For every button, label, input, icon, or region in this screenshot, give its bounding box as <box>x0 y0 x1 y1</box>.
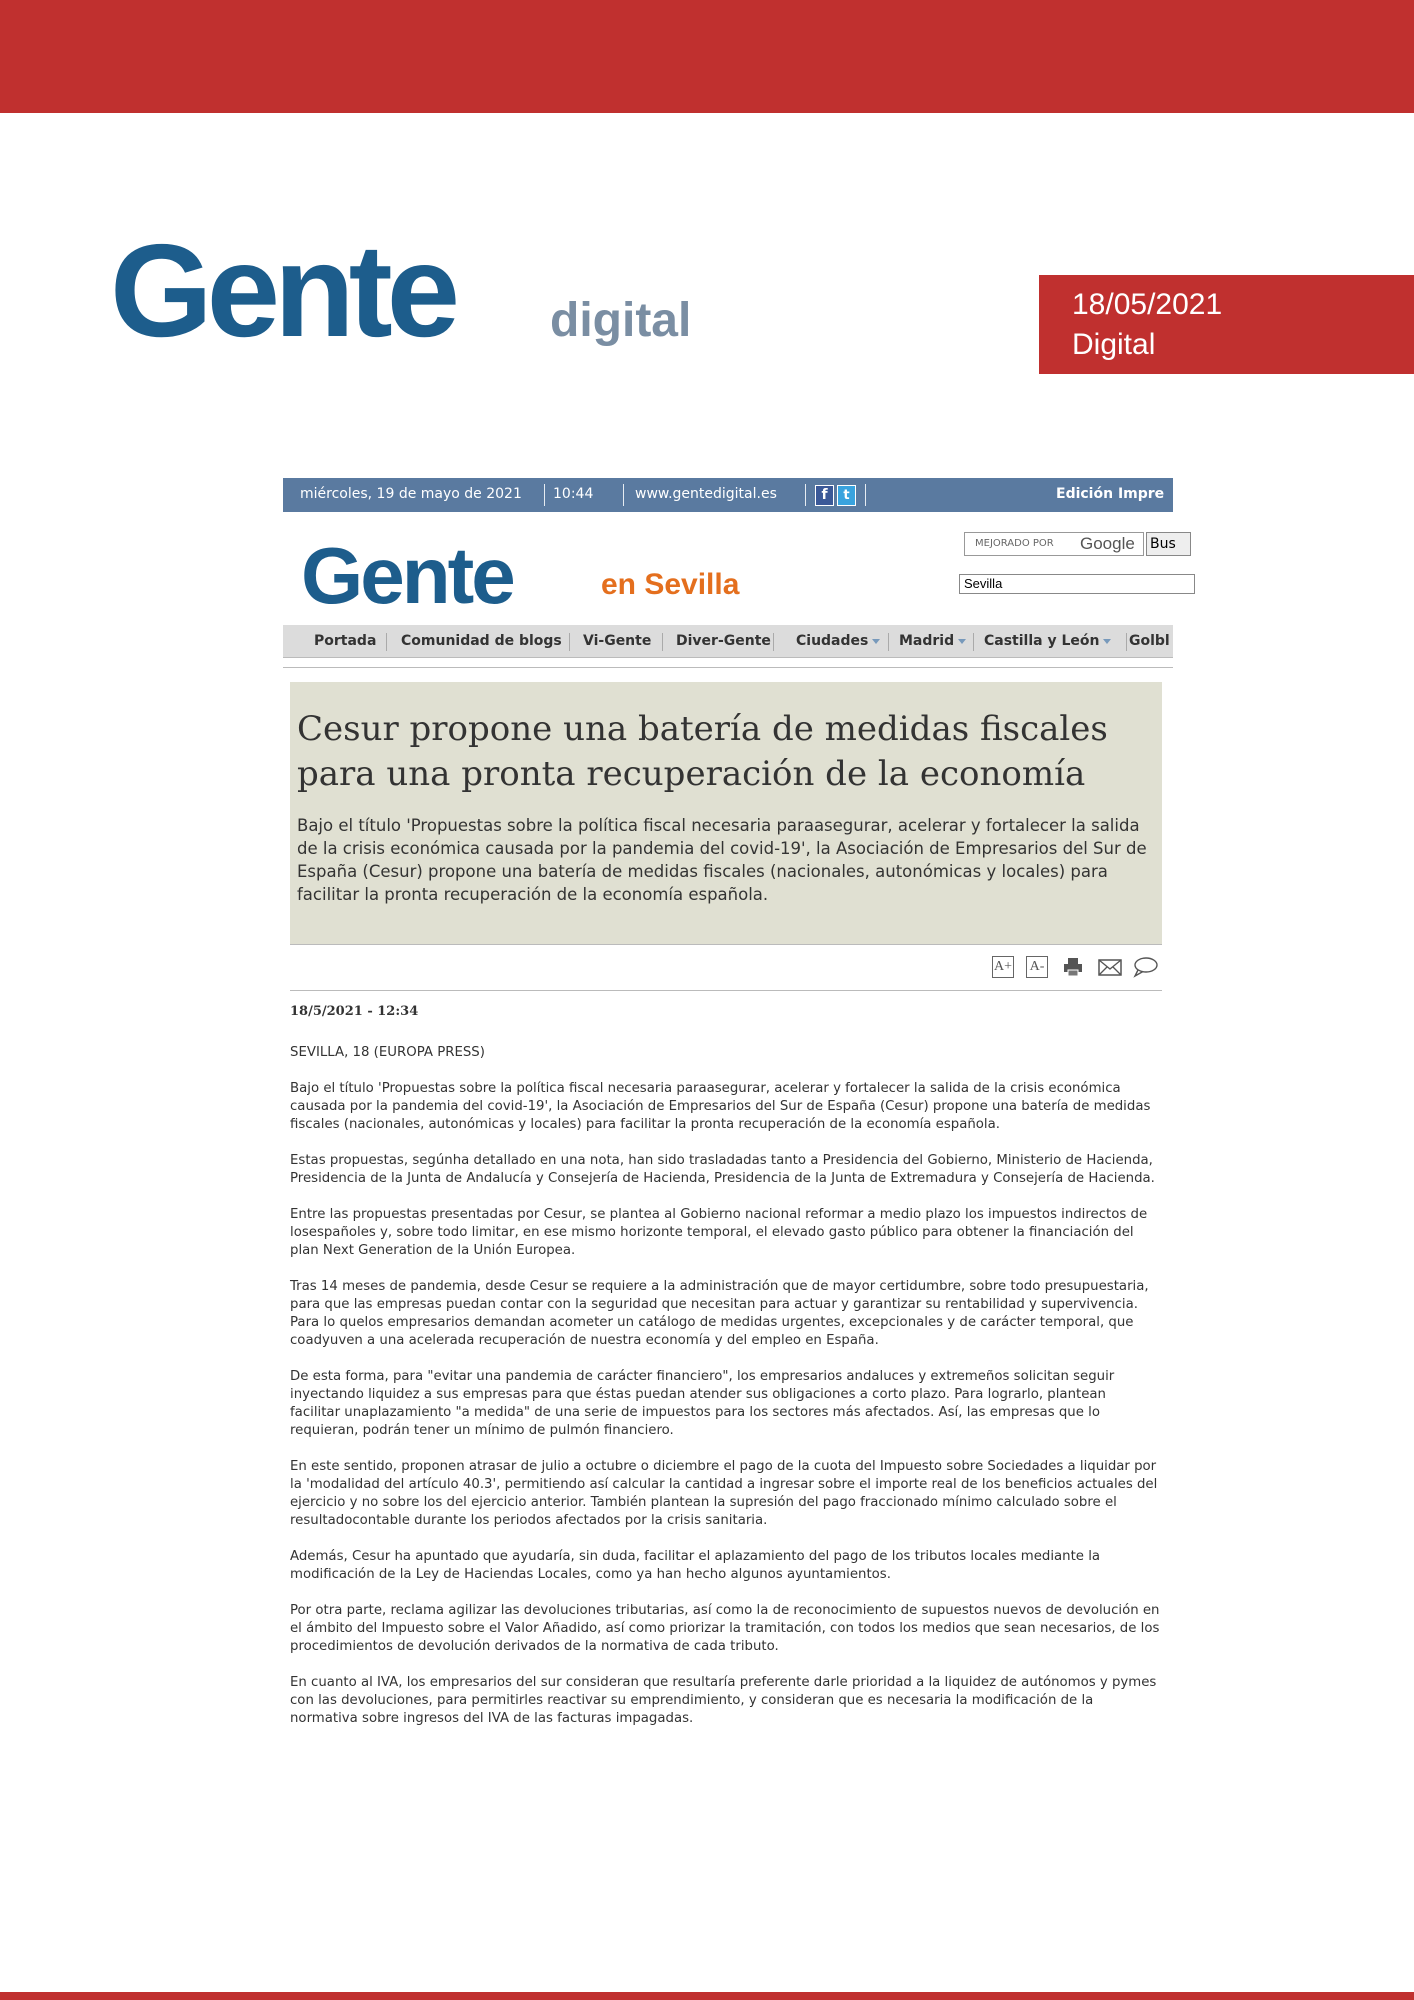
nav-label: Ciudades <box>796 633 869 649</box>
nav-divider <box>973 633 974 651</box>
brand-suffix: digital <box>550 294 692 347</box>
nav-label: Castilla y León <box>984 633 1100 649</box>
site-logo-main: Gente <box>301 531 513 620</box>
article-headline: Cesur propone una batería de medidas fiscales para una pronta recuperación de la economía <box>297 709 1108 794</box>
site-logo[interactable] <box>301 531 801 620</box>
headline-box <box>290 682 1162 945</box>
twitter-icon[interactable]: t <box>837 485 856 506</box>
body-paragraph: Además, Cesur ha apuntado que ayudaría, sin duda, facilitar el aplazamiento del pago de los tributos locales mediante la modificación de la Ley de Haciendas Locales, como ya han hecho algunos ayuntamientos. <box>290 1549 1101 1582</box>
bottom-color-band <box>0 1992 1414 2000</box>
chevron-down-icon <box>958 639 966 644</box>
article-date: 18/5/2021 - 12:34 <box>290 1004 419 1019</box>
topbar-url[interactable]: www.gentedigital.es <box>635 486 777 502</box>
topbar-time: 10:44 <box>553 486 594 502</box>
body-paragraph: En este sentido, proponen atrasar de julio a octubre o diciembre el pago de la cuota del Impuesto sobre Sociedades a liquidar por la 'modalidad del artículo 40.3', permitiendo así calcular la cantidad a ingresar sobre el importe real de los beneficios actuales del ejercicio y no sobre los del ejercicio anterior. También plantean la supresión del pago fraccionado mínimo calculado sobre el resultadocontable durante los periodos afectados por la crisis sanitaria. <box>290 1459 1158 1528</box>
body-paragraph: Entre las propuestas presentadas por Cesur, se plantea al Gobierno nacional reformar a medio plazo los impuestos indirectos de losespañoles y, sobre todo limitar, en ese mismo horizonte temporal, el elevado gasto público para obtener la financiación del plan Next Generation de la Unión Europea. <box>290 1207 1148 1258</box>
nav-divider <box>888 633 889 651</box>
clip-date: 18/05/2021 <box>1072 288 1223 321</box>
topbar-date: miércoles, 19 de mayo de 2021 <box>300 486 522 502</box>
search-button[interactable]: Bus <box>1146 532 1191 556</box>
google-search-label: MEJORADO POR <box>975 538 1054 549</box>
nav-item-madrid[interactable] <box>899 633 966 649</box>
nav-item-castilla-y-leon[interactable] <box>984 633 1111 649</box>
nav-divider <box>662 633 663 651</box>
site-logo-sub: en Sevilla <box>601 568 740 601</box>
google-search-input[interactable] <box>964 532 1144 556</box>
brand-name: Gente <box>110 217 455 364</box>
top-color-band <box>0 0 1414 113</box>
divider <box>290 990 1162 991</box>
body-paragraph: Bajo el título 'Propuestas sobre la política fiscal necesaria paraasegurar, acelerar y fortalecer la salida de la crisis económica causada por la pandemia del covid-19', la Asociación de Empresarios del Sur de España (Cesur) propone una batería de medidas fiscales (nacionales, autonómicas y locales) para facilitar la pronta recuperación de la economía española. <box>290 1081 1151 1132</box>
article-tools <box>283 954 1173 984</box>
nav-divider <box>773 633 774 651</box>
print-icon[interactable] <box>1062 956 1084 978</box>
article-body <box>290 1044 1160 1746</box>
topbar-divider <box>544 484 545 506</box>
nav-label: Madrid <box>899 633 955 649</box>
body-paragraph: Por otra parte, reclama agilizar las devoluciones tributarias, así como la de reconocimiento de supuestos nuevos de devolución en el ámbito del Impuesto sobre el Valor Añadido, así como priorizar la tramitación, con todos los medios que sean necesarios, de los procedimientos de devolución derivados de la normativa de cada tributo. <box>290 1603 1160 1654</box>
article-screenshot <box>283 478 1176 1820</box>
nav-divider <box>1126 633 1127 651</box>
email-icon[interactable] <box>1098 956 1120 978</box>
nav-item-golbl[interactable]: Golbl <box>1129 633 1170 649</box>
nav-divider <box>386 633 387 651</box>
topbar-divider <box>805 484 806 506</box>
nav-item-diver-gente[interactable]: Diver-Gente <box>676 633 771 649</box>
gente-digital-logo <box>110 217 740 364</box>
city-select[interactable]: Sevilla <box>959 574 1195 594</box>
nav-item-ciudades[interactable] <box>796 633 880 649</box>
comment-icon[interactable] <box>1132 956 1154 978</box>
nav-item-blogs[interactable]: Comunidad de blogs <box>401 633 562 649</box>
font-increase-icon[interactable]: A+ <box>992 956 1014 978</box>
article-lead: Bajo el título 'Propuestas sobre la política fiscal necesaria paraasegurar, acelerar y fortalecer la salida de la crisis económica causada por la pandemia del covid-19', la Asociación de Empresarios del Sur de España (Cesur) propone una batería de medidas fiscales (nacionales, autonómicas y locales) para facilitar la pronta recuperación de la economía española. <box>297 816 1147 904</box>
body-paragraph: En cuanto al IVA, los empresarios del sur consideran que resultaría preferente darle prioridad a la liquidez de autónomos y pymes con las devoluciones, para permitirles reactivar su emprendimiento, y consideran que es necesaria la modificación de la normativa sobre ingresos del IVA de las facturas impagadas. <box>290 1675 1157 1726</box>
chevron-down-icon <box>872 639 880 644</box>
dateline: SEVILLA, 18 (EUROPA PRESS) <box>290 1045 485 1060</box>
topbar-divider <box>865 484 866 506</box>
body-paragraph: Estas propuestas, segúnha detallado en una nota, han sido trasladadas tanto a Presidencia del Gobierno, Ministerio de Hacienda, Presidencia de la Junta de Andalucía y Consejería de Hacienda, Presidencia de la Junta de Extremadura y Consejería de Hacienda. <box>290 1153 1155 1186</box>
body-paragraph: De esta forma, para "evitar una pandemia de carácter financiero", los empresarios andaluces y extremeños solicitan seguir inyectando liquidez a sus empresas para que éstas puedan atender sus obligaciones a corto plazo. Para lograrlo, plantean facilitar unaplazamiento "a medida" de una serie de impuestos para los sectores más afectados. Así, las empresas que lo requieran, podrán tener un mínimo de pulmón financiero. <box>290 1369 1115 1438</box>
clip-medium: Digital <box>1072 328 1156 361</box>
nav-divider <box>569 633 570 651</box>
print-edition-link[interactable]: Edición Impre <box>1056 486 1165 502</box>
clip-info-box <box>1039 275 1414 374</box>
facebook-icon[interactable]: f <box>815 485 834 506</box>
site-topbar <box>283 478 1173 512</box>
font-decrease-icon[interactable]: A- <box>1026 956 1048 978</box>
body-paragraph: Tras 14 meses de pandemia, desde Cesur se requiere a la administración que de mayor certidumbre, sobre todo presupuestaria, para que las empresas puedan contar con la seguridad que necesitan para actuar y garantizar su rentabilidad y supervivencia. Para lo quelos empresarios demandan acometer un catálogo de medidas urgentes, excepcionales y de carácter temporal, que coadyuven a una acelerada recuperación de nuestra economía y del empleo en España. <box>290 1279 1149 1348</box>
site-nav <box>283 625 1173 658</box>
google-logo: Google <box>1080 534 1135 553</box>
topbar-divider <box>623 484 624 506</box>
nav-item-vi-gente[interactable]: Vi-Gente <box>583 633 652 649</box>
chevron-down-icon <box>1103 639 1111 644</box>
divider <box>283 667 1173 668</box>
nav-item-portada[interactable]: Portada <box>314 633 377 649</box>
